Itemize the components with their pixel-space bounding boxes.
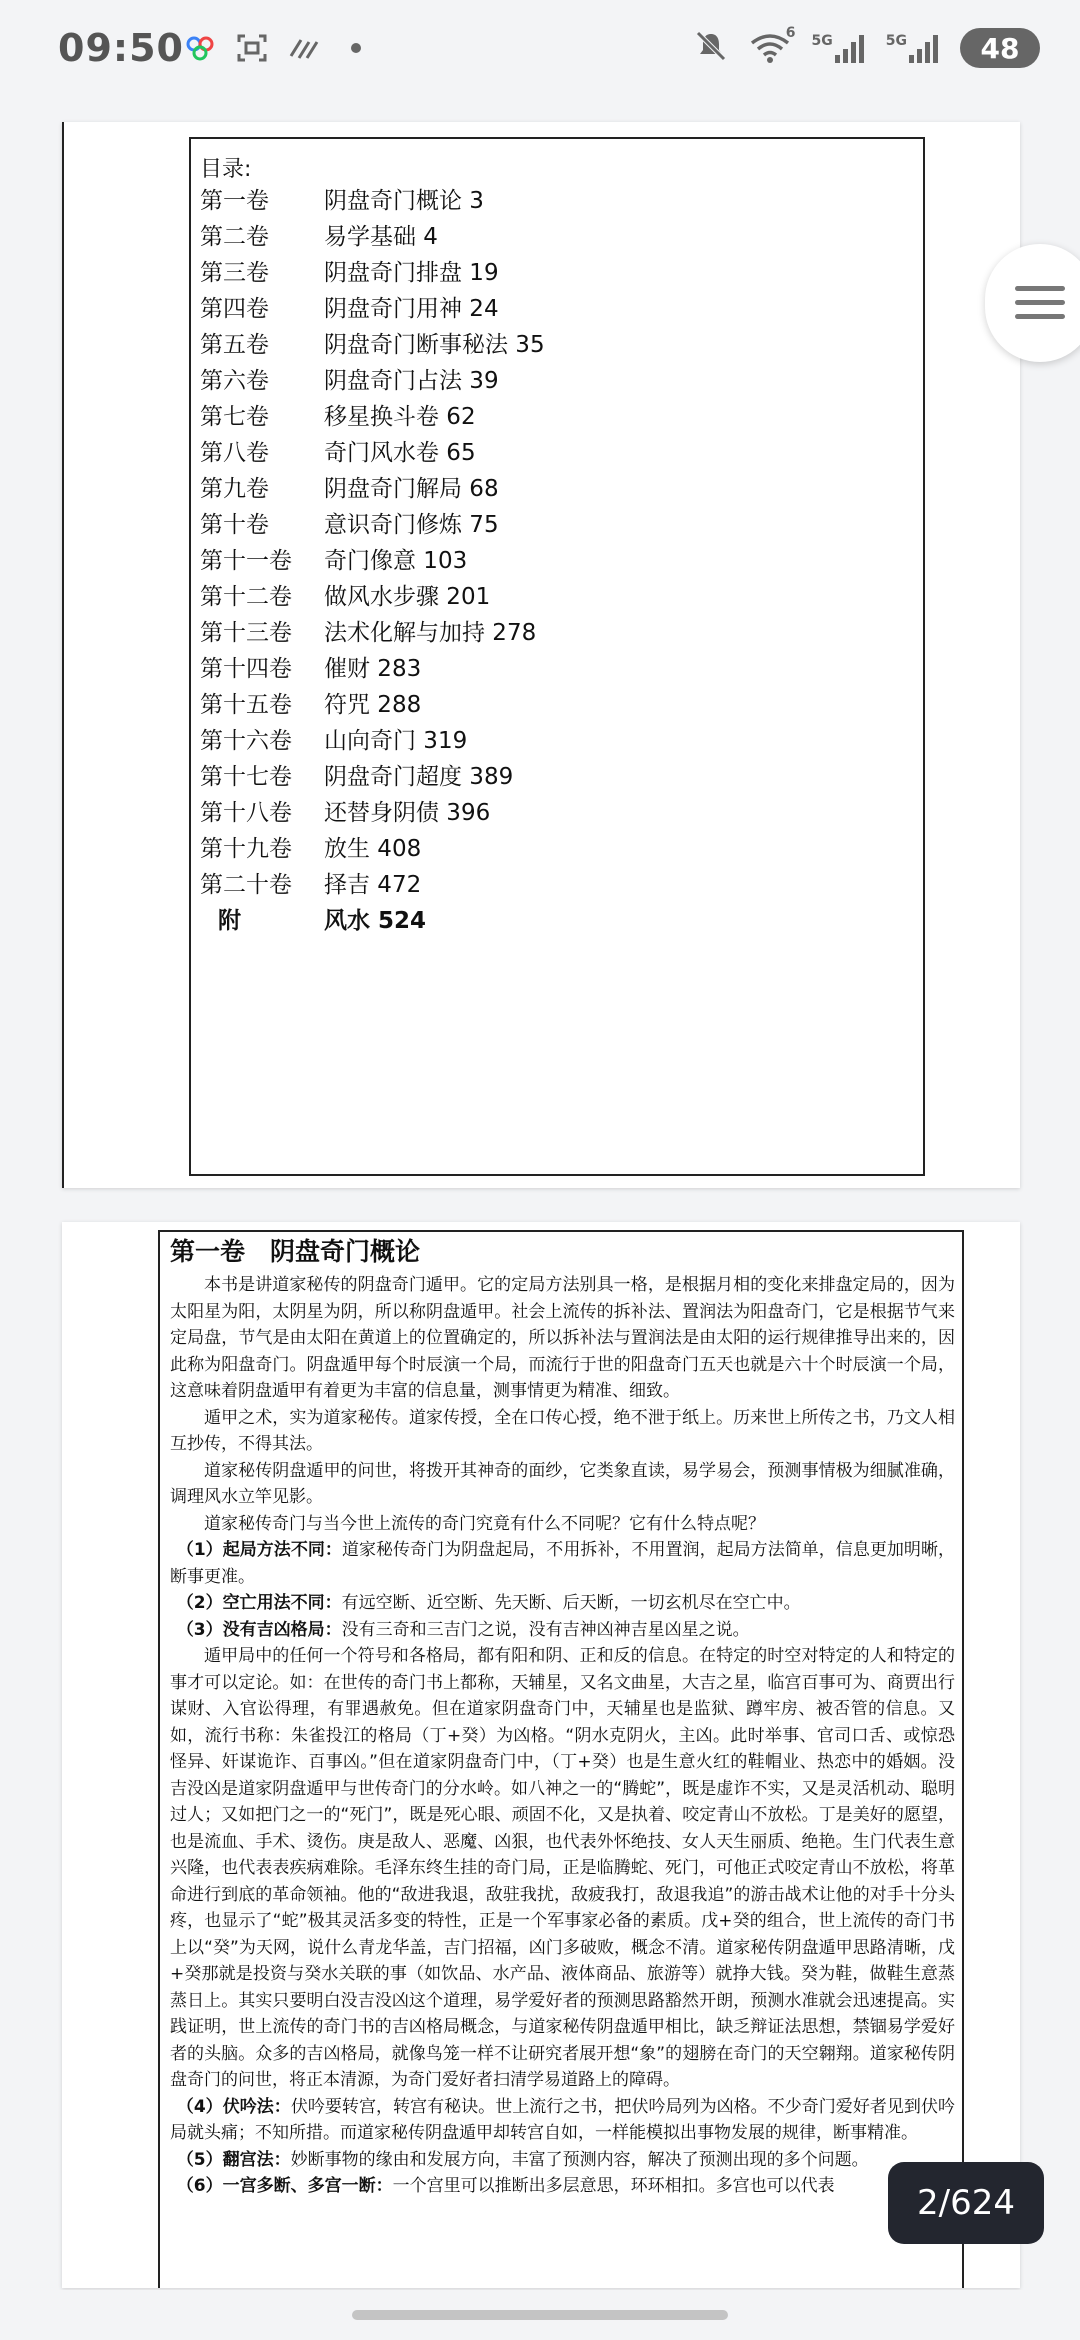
status-icons-left: [183, 34, 373, 62]
chapter-heading: 第一卷 阴盘奇门概论: [170, 1237, 421, 1266]
toc-volume: 第十七卷: [200, 763, 292, 790]
toc-entry: 易学基础 4: [324, 223, 438, 250]
toc-volume: 第五卷: [200, 331, 269, 358]
toc-volume: 第七卷: [200, 403, 269, 430]
toc-entry: 放生 408: [324, 835, 422, 862]
paragraph-text: 遁甲之术，实为道家秘传。道家传授，全在口传心授，绝不泄于纸上。历来世上所传之书，乃文人相互抄传，不得其法。: [170, 1407, 955, 1454]
paragraph-label: （6）一宫多断、多宫一断：: [176, 2176, 393, 2196]
toc-entry: 奇门风水卷 65: [324, 439, 476, 466]
toc-volume: 第十四卷: [200, 655, 292, 682]
toc-entry: 择吉 472: [324, 871, 422, 898]
toc-item: [200, 828, 545, 864]
paragraph-text: 道家秘传阴盘遁甲的问世，将拨开其神奇的面纱，它类象直读，易学易会，预测事情极为细腻准确，调理风水立竿见影。: [170, 1460, 955, 1507]
toc-item: [200, 684, 545, 720]
toc-item: [200, 756, 545, 792]
paragraph-text: 伏吟要转宫，转宫有秘诀。世上流行之书，把伏吟局列为凶格。不少奇门爱好者见到伏吟局就头痛；不知所措。而道家秘传阴盘遁甲却转宫自如，一样能模拟出事物发展的规律，断事精准。: [170, 2096, 955, 2143]
toc-entry: 阴盘奇门超度 389: [324, 763, 514, 790]
toc-list: [200, 180, 545, 936]
status-bar: [0, 0, 1080, 92]
hamburger-menu-icon: [1015, 286, 1065, 328]
toc-entry: 奇门像意 103: [324, 547, 468, 574]
toc-entry: 风水 524: [324, 907, 427, 934]
toc-entry: 做风水步骤 201: [324, 583, 491, 610]
toc-item: [200, 864, 545, 900]
dot-icon: [339, 34, 373, 62]
data-icon: [287, 34, 321, 62]
baidu-icon: [183, 34, 217, 62]
toc-item: [200, 468, 545, 504]
paragraph-label: （3）没有吉凶格局：: [176, 1619, 342, 1640]
mute-icon: [694, 29, 728, 67]
toc-entry: 阴盘奇门断事秘法 35: [324, 331, 545, 358]
paragraph: [170, 2173, 955, 2200]
paragraph-label: （4）伏吟法：: [176, 2096, 291, 2117]
paragraph: [170, 1537, 955, 1590]
screenshot-icon: [235, 34, 269, 62]
toc-entry: 阴盘奇门占法 39: [324, 367, 499, 394]
document-page-1[interactable]: [62, 122, 1020, 1188]
paragraph: [170, 2094, 955, 2147]
wifi-label: 6: [785, 25, 796, 41]
toc-volume: 第二十卷: [200, 871, 292, 898]
toc-volume: 第六卷: [200, 367, 269, 394]
toc-item: [200, 396, 545, 432]
toc-volume: 第九卷: [200, 475, 269, 502]
status-time: 09:50: [58, 26, 184, 70]
toc-entry: 意识奇门修炼 75: [324, 511, 499, 538]
paragraph-label: （1）起局方法不同：: [176, 1540, 342, 1560]
toc-volume: 第一卷: [200, 187, 269, 214]
paragraph-text: 妙断事物的缘由和发展方向，丰富了预测内容，解决了预测出现的多个问题。: [290, 2149, 869, 2170]
paragraph: [170, 2147, 955, 2174]
toc-item: [200, 360, 545, 396]
toc-volume: 第十一卷: [200, 547, 292, 574]
toc-item: [200, 540, 545, 576]
signal-icon: [812, 33, 864, 63]
paragraph-text: 本书是讲道家秘传的阴盘奇门遁甲。它的定局方法别具一格，是根据月相的变化来排盘定局的，因为太阳星为阳，太阴星为阴，所以称阴盘遁甲。社会上流传的拆补法、置润法为阳盘奇门，它是根据节气来定局盘，节气是由太阳在黄道上的位置确定的，所以拆补法与置润法是由太阳的运行规律推导出来的，因此称为阳盘奇门。阴盘遁甲每个时辰演一个局，而流行于世的阳盘奇门五天也就是六十个时辰演一个局，这意味着阴盘遁甲有着更为丰富的信息量，测事情更为精准、细致。: [170, 1275, 955, 1401]
paragraph: [170, 1643, 955, 2094]
status-icons-right: [694, 25, 1040, 68]
paragraph: [170, 1405, 955, 1458]
toc-volume: 第十二卷: [200, 583, 292, 610]
paragraph-text: 道家秘传奇门与当今世上流传的奇门究竟有什么不同呢？它有什么特点呢？: [204, 1513, 765, 1534]
toc-volume: 第十六卷: [200, 727, 292, 754]
toc-volume: 第十三卷: [200, 619, 292, 646]
toc-item: [200, 216, 545, 252]
paragraph-text: 遁甲局中的任何一个符号和各格局，都有阳和阴、正和反的信息。在特定的时空对特定的人和特定的事才可以定论。如：在世传的奇门书上都称，天辅星，又名文曲星，大吉之星，临宫百事可为、商贾出行谋财、入官讼得理，有罪遇赦免。但在道家阴盘奇门中，天辅星也是监狱、蹲牢房、被否管的信息。又如，流行书称：朱雀投江的格局（丁+癸）为凶格。“阴水克阴火，主凶。此时举事、官司口舌、或惊恐怪异、奸谋诡诈、百事凶。”但在道家阴盘奇门中，（丁+癸）也是生意火红的鞋帽业、热恋中的婚姻。没吉没凶是道家阴盘遁甲与世传奇门的分水岭。如八神之一的“腾蛇”，既是虚诈不实，又是灵活机动、聪明过人；又如把门之一的“死门”，既是死心眼、顽固不化，又是执着、咬定青山不放松。丁是美好的愿望，也是流血、手术、烫伤。庚是敌人、恶魔、凶狠，也代表外怀绝技、女人天生丽质、绝艳。生门代表生意兴隆，也代表表疾病难除。毛泽东终生挂的奇门局，正是临腾蛇、死门，可他正式咬定青山不放松，将革命进行到底的革命领袖。他的“敌进我退，敌驻我扰，敌疲我打，敌退我追”的游击战术让他的对手十分头疼，也显示了“蛇”极其灵活多变的特性，正是一个军事家必备的素质。戊+癸的组合，世上流传的奇门书上以“癸”为天网，说什么青龙华盖，吉门招福，凶门多破败，概念不清。道家秘传阴盘遁甲思路清晰，戊+癸那就是投资与癸水关联的事（如饮品、水产品、液体商品、旅游等）就挣大钱。癸为鞋，做鞋生意蒸蒸日上。其实只要明白没吉没凶这个道理，易学爱好者的预测思路豁然开朗，预测水准就会迅速提高。实践证明，世上流传的奇门书的吉凶格局概念，与道家秘传阴盘遁甲相比，缺乏辩证法思想，禁锢易学爱好者的头脑。众多的吉凶格局，就像鸟笼一样不让研究者展开想“象”的翅膀在奇门的天空翱翔。道家秘传阴盘奇门的问世，将正本清源，为奇门爱好者扫清学易道路上的障碍。: [170, 1646, 955, 2090]
toc-item: [200, 324, 545, 360]
toc-item: [200, 432, 545, 468]
toc-item: [200, 720, 545, 756]
battery-icon: 48: [960, 28, 1040, 68]
toc-item: [200, 792, 545, 828]
paragraph-label: （2）空亡用法不同：: [176, 1593, 342, 1613]
toc-entry: 符咒 288: [324, 691, 422, 718]
toc-item: [200, 180, 545, 216]
toc-volume: 第十八卷: [200, 799, 292, 826]
toc-entry: 还替身阴债 396: [324, 799, 491, 826]
toc-item: [200, 576, 545, 612]
paragraph-label: （5）翻宫法：: [176, 2149, 291, 2170]
toc-item: [200, 504, 545, 540]
toc-volume: 第四卷: [200, 295, 269, 322]
paragraph-text: 一个宫里可以推断出多层意思，环环相扣。多宫也可以代表: [392, 2176, 835, 2196]
signal-label: 5G: [811, 33, 833, 49]
document-page-2[interactable]: [62, 1222, 1020, 2288]
toc-entry: 法术化解与加持 278: [324, 619, 537, 646]
paragraph: [170, 1458, 955, 1511]
paragraph-text: 没有三奇和三吉门之说，没有吉神凶神吉星凶星之说。: [341, 1619, 750, 1640]
toc-volume: 第十五卷: [200, 691, 292, 718]
toc-entry: 阴盘奇门解局 68: [324, 475, 499, 502]
toc-volume: 第十九卷: [200, 835, 292, 862]
toc-entry: 山向奇门 319: [324, 727, 468, 754]
toc-volume: 第十卷: [200, 511, 269, 538]
toc-volume: 第三卷: [200, 259, 269, 286]
toc-volume: 第二卷: [200, 223, 269, 250]
signal-label: 5G: [885, 33, 907, 49]
toc-item: [200, 648, 545, 684]
signal-icon: [886, 33, 938, 63]
paragraph: [170, 1511, 955, 1538]
toc-entry: 阴盘奇门排盘 19: [324, 259, 499, 286]
paragraph-text: 有远空断、近空断、先天断、后天断，一切玄机尽在空亡中。: [341, 1593, 801, 1613]
toc-entry: 催财 283: [324, 655, 422, 682]
paragraph: [170, 1590, 955, 1617]
toc-volume: 附: [218, 907, 241, 934]
page-edge-line: [62, 122, 64, 1188]
menu-button[interactable]: [985, 244, 1080, 362]
paragraph-text: 道家秘传奇门为阴盘起局，不用拆补，不用置润，起局方法简单，信息更加明晰，断事更准。: [170, 1540, 955, 1587]
home-indicator[interactable]: [352, 2310, 728, 2320]
page-body: [170, 1236, 955, 2200]
paragraph: [170, 1617, 955, 1644]
toc-item: [200, 252, 545, 288]
toc-entry: 阴盘奇门用神 24: [324, 295, 499, 322]
toc-title: 目录:: [200, 157, 252, 182]
paragraph: [170, 1272, 955, 1405]
toc-entry: 阴盘奇门概论 3: [324, 187, 484, 214]
wifi-icon: [750, 25, 796, 65]
toc-entry: 移星换斗卷 62: [324, 403, 476, 430]
page-indicator: 2/624: [888, 2162, 1044, 2244]
toc-appendix: [200, 900, 545, 936]
toc-volume: 第八卷: [200, 439, 269, 466]
toc-item: [200, 612, 545, 648]
toc-item: [200, 288, 545, 324]
